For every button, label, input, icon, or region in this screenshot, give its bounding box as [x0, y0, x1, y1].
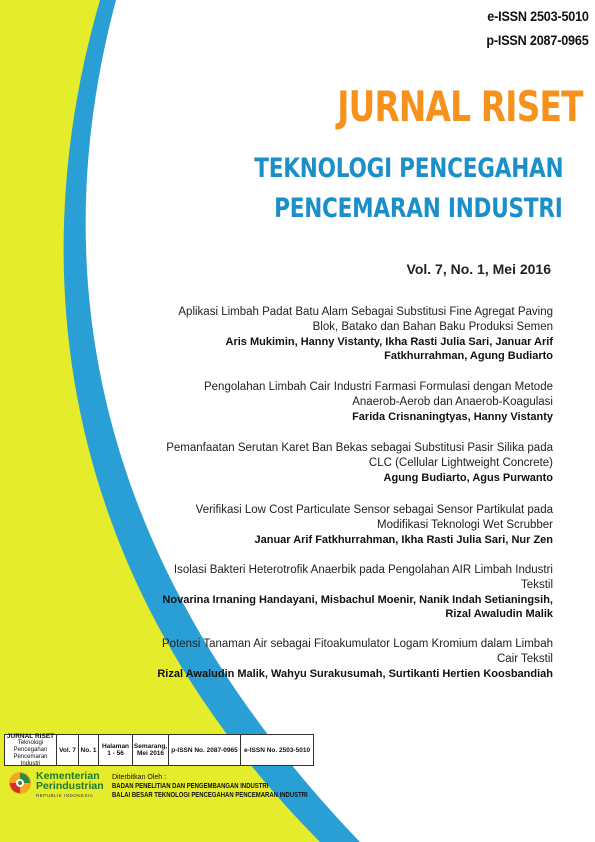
info-place-date: [133, 735, 169, 765]
article-title-line: CLC (Cellular Lightweight Concrete): [368, 457, 553, 469]
info-pages-range: 1 - 56: [107, 750, 124, 757]
info-p-issn: [169, 735, 241, 765]
article-title-line: Potensi Tanaman Air sebagai Fitoakumulator Logam Kromium dalam Limbah: [162, 638, 553, 650]
info-journal-line: JURNAL RISET: [6, 732, 55, 740]
article-title-line: Pengolahan Limbah Cair Industri Farmasi Formulasi dengan Metode: [203, 381, 553, 393]
publisher-label: Diterbitkan Oleh :: [112, 774, 167, 781]
article-title-line: Cair Tekstil: [496, 653, 553, 665]
article-authors-line: Novarina Irnaning Handayani, Misbachul Moenir, Nanik Indah Setianingsih,: [162, 594, 553, 606]
article-title-line: Isolasi Bakteri Heterotrofik Anaerbik pada Pengolahan AIR Limbah Industri: [173, 564, 553, 576]
publisher-line: BALAI BESAR TEKNOLOGI PENCEGAHAN PENCEMARAN INDUSTRI: [112, 792, 308, 799]
ministry-name: [36, 771, 104, 801]
article-title-line: Verifikasi Low Cost Particulate Sensor sebagai Sensor Partikulat pada: [195, 504, 553, 516]
info-pages-label: Halaman: [101, 743, 130, 750]
info-journal-line: Pencemaran Industri: [13, 753, 48, 767]
article-authors-line: Farida Crisnaningtyas, Hanny Vistanty: [352, 411, 553, 423]
ministry-country: REPUBLIK INDONESIA: [36, 793, 94, 798]
article-title-line: Blok, Batako dan Bahan Baku Produksi Semen: [312, 321, 553, 333]
info-place: Semarang,: [133, 743, 168, 750]
article-authors-line: Fatkhurrahman, Agung Budiarto: [384, 350, 553, 362]
article-title-line: Tekstil: [521, 579, 553, 591]
article-entry: [83, 503, 553, 547]
publisher-info: [112, 773, 342, 800]
kementerian-logo-icon: [8, 771, 32, 795]
article-entry: [83, 637, 553, 681]
article-authors-line: Januar Arif Fatkhurrahman, Ikha Rasti Julia Sari, Nur Zen: [254, 534, 553, 546]
article-entry: [83, 305, 553, 363]
article-entry: [83, 380, 553, 424]
ministry-line: Perindustrian: [36, 780, 104, 792]
journal-info-strip: [4, 734, 314, 766]
article-authors-line: Agung Budiarto, Agus Purwanto: [383, 472, 553, 484]
article-title-line: Modifikasi Teknologi Wet Scrubber: [377, 519, 553, 531]
article-entry: [83, 563, 553, 621]
info-p-issn-text: p-ISSN No. 2087-0965: [171, 746, 238, 754]
info-journal-name: [5, 732, 57, 767]
article-title-line: Pemanfaatan Serutan Karet Ban Bekas sebagai Substitusi Pasir Silika pada: [166, 442, 553, 454]
journal-title-line3: PENCEMARAN INDUSTRI: [274, 193, 563, 224]
publisher-line: BADAN PENELITIAN DAN PENGEMBANGAN INDUSTRI: [112, 783, 269, 790]
article-entry: [83, 441, 553, 485]
info-number-text: No. 1: [80, 746, 97, 754]
info-e-issn: [241, 735, 313, 765]
article-title-line: Aplikasi Limbah Padat Batu Alam Sebagai Substitusi Fine Agregat Paving: [178, 306, 553, 318]
p-issn: p-ISSN 2087-0965: [486, 32, 589, 48]
volume-issue: Vol. 7, No. 1, Mei 2016: [406, 261, 551, 277]
article-authors-line: Rizal Awaludin Malik: [445, 608, 553, 620]
info-pages: [99, 735, 133, 765]
journal-title-line2: TEKNOLOGI PENCEGAHAN: [253, 153, 563, 184]
ministry-line: Kementerian: [36, 770, 100, 782]
journal-title-main: JURNAL RISET: [337, 82, 583, 131]
article-authors-line: Aris Mukimin, Hanny Vistanty, Ikha Rasti Julia Sari, Januar Arif: [225, 336, 553, 348]
info-volume: [57, 735, 79, 765]
info-volume-text: Vol. 7: [59, 746, 76, 754]
info-number: [79, 735, 99, 765]
info-journal-line: Teknologi Pencegahan: [13, 739, 48, 753]
article-title-line: Anaerob-Aerob dan Anaerob-Koagulasi: [352, 396, 553, 408]
e-issn: e-ISSN 2503-5010: [487, 8, 589, 24]
article-authors-line: Rizal Awaludin Malik, Wahyu Surakusumah, Surtikanti Hertien Koosbandiah: [157, 668, 553, 680]
info-e-issn-text: e-ISSN No. 2503-5010: [243, 746, 311, 754]
info-date: Mei 2016: [136, 750, 165, 757]
